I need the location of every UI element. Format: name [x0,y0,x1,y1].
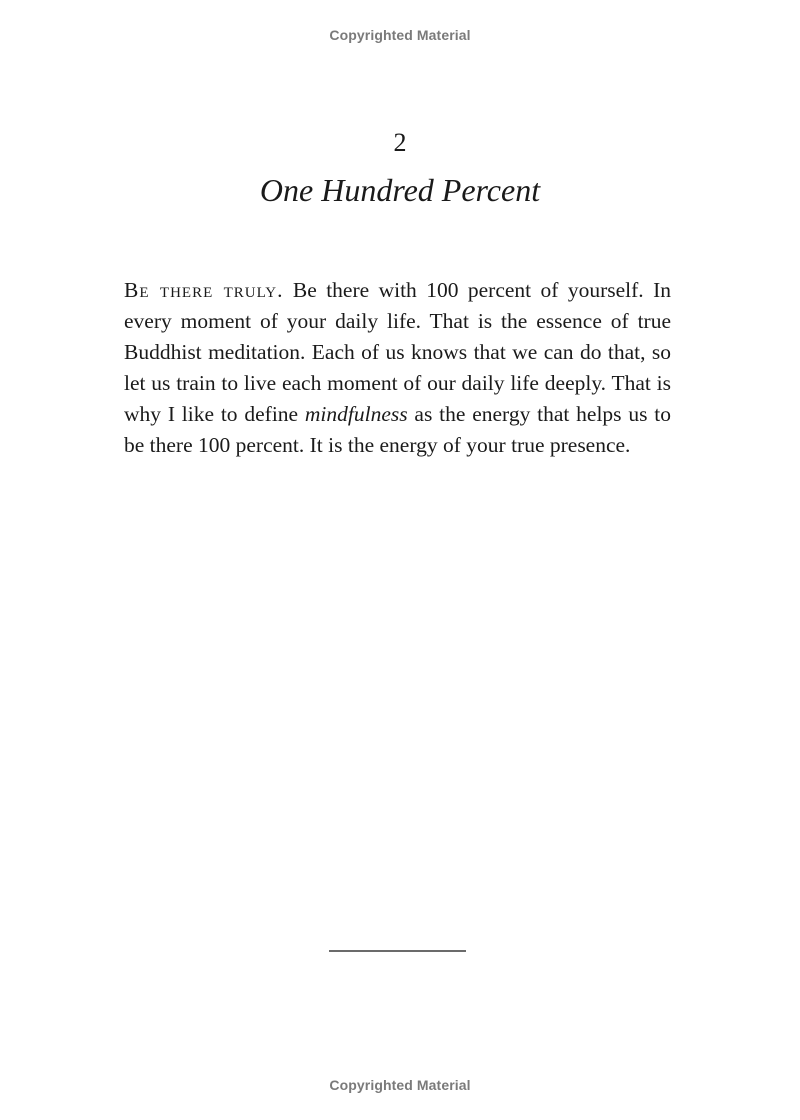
copyright-watermark-bottom: Copyrighted Material [329,1077,471,1093]
section-end-rule [329,950,466,952]
copyright-watermark-top: Copyrighted Material [329,27,471,43]
emphasis-mindfulness: mindfulness [304,402,408,426]
lead-in-small-caps: Be there truly. [124,278,284,302]
chapter-title: One Hundred Percent [259,172,541,208]
chapter-number: 2 [393,128,407,157]
body-text-part2: as the energy that helps us to be there 100 percent. It is the energy of your true presence. [124,402,671,457]
body-paragraph [124,275,671,461]
body-text-part1: Be there with 100 percent of yourself. In every moment of your daily life. That is the essence of true Buddhist meditation. Each of us knows that we can do that, so let us train to live each moment of our daily life deeply. That is why I like to define [124,278,671,426]
